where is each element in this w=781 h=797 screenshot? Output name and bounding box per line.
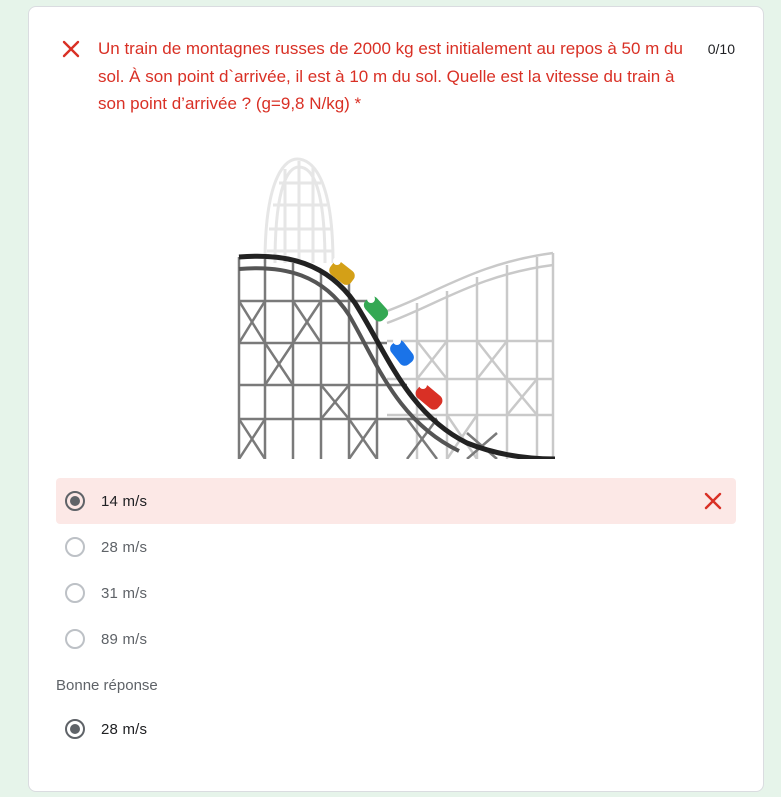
option-label: 28 m/s (101, 538, 148, 556)
question-card (28, 6, 764, 792)
radio-empty-icon[interactable] (65, 583, 85, 603)
option-4[interactable] (56, 616, 736, 662)
correct-answer-option (56, 706, 736, 752)
roller-coaster-icon (237, 153, 555, 459)
question-text: Un train de montagnes russes de 2000 kg est initialement au repos à 50 m du sol. À son point d`arrivée, il est à 10 m du sol. Quelle est la vitesse du train à son point d’arrivée ? (g=9,8 N/kg) * (98, 39, 683, 113)
option-2[interactable] (56, 524, 736, 570)
radio-selected-icon (65, 719, 85, 739)
correct-answer-label: 28 m/s (101, 720, 148, 738)
option-label: 89 m/s (101, 630, 148, 648)
close-icon (704, 492, 722, 510)
radio-selected-icon[interactable] (65, 491, 85, 511)
close-icon (62, 40, 80, 58)
correct-answer-heading: Bonne réponse (56, 677, 158, 694)
option-label: 31 m/s (101, 584, 148, 602)
radio-empty-icon[interactable] (65, 629, 85, 649)
score-badge: 0/10 (707, 41, 735, 57)
option-3[interactable] (56, 570, 736, 616)
option-label: 14 m/s (101, 492, 148, 510)
radio-empty-icon[interactable] (65, 537, 85, 557)
option-1[interactable] (56, 478, 736, 524)
